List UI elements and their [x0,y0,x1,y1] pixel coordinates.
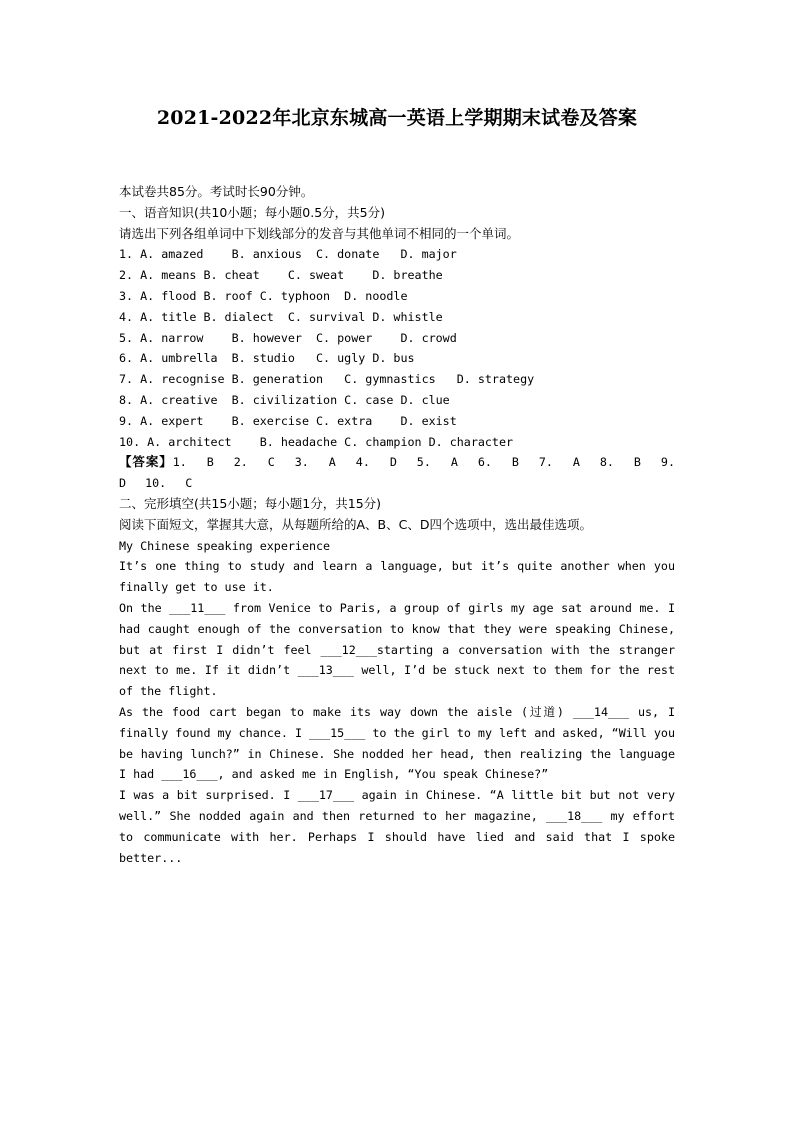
answer-text: 1. B 2. C 3. A 4. D 5. A 6. B 7. A 8. B 9. D 10. C [119,455,675,491]
question-item: 6. A. umbrella B. studio C. ugly D. bus [119,351,415,366]
exam-intro: 本试卷共85分。考试时长90分钟。 [119,184,314,199]
question-item: 8. A. creative B. civilization C. case D. clue [119,392,450,407]
section-1-instruction: 请选出下列各组单词中下划线部分的发音与其他单词不相同的一个单词。 [119,225,520,241]
passage-paragraph: On the ___11___ from Venice to Paris, a group of girls my age sat around me. I had caught enough of the conversation to know that they were speaking Chinese, but at first I didn’t feel ___12___starting a conversation with the stranger next to me. If it didn’t ___13___ well, I’d be stuck next to them for the rest of the flight. [119,600,675,699]
passage-paragraph: It’s one thing to study and learn a language, but it’s quite another when you finally get to use it. [119,559,675,595]
document-title: 2021-2022年北京东城高一英语上学期期末试卷及答案 [156,107,638,129]
question-list [119,244,675,452]
section-1-heading: 一、语音知识(共10小题；每小题0.5分，共5分) [119,204,385,220]
document-body [119,182,675,868]
passage-title: My Chinese speaking experience [119,538,331,553]
answer-key [119,452,675,494]
passage-paragraph: I was a bit surprised. I ___17___ again in Chinese. “A little bit but not very well.” She nodded again and then returned to her magazine, ___18___ my effort to communicate with her. Perhaps I should have lied and said that I spoke better... [119,788,675,865]
question-item: 4. A. title B. dialect C. survival D. whistle [119,309,443,324]
answer-label: 【答案】 [119,454,173,470]
question-item: 3. A. flood B. roof C. typhoon D. noodle [119,288,408,303]
section-2-instruction: 阅读下面短文，掌握其大意，从每题所给的A、B、C、D四个选项中，选出最佳选项。 [119,516,592,532]
question-item: 1. A. amazed B. anxious C. donate D. major [119,247,457,262]
section-2-heading: 二、完形填空(共15小题；每小题1分，共15分) [119,495,382,511]
question-item: 2. A. means B. cheat C. sweat D. breathe [119,268,443,283]
passage-paragraph: As the food cart began to make its way down the aisle (过道) ___14___ us, I finally found my chance. I ___15___ to the girl to my left and asked, “Will you be having lunch?” in Chinese. She nodded her head, then realizing the language I had ___16___, and asked me in English, “You speak Chinese?” [119,704,675,782]
question-item: 5. A. narrow B. however C. power D. crowd [119,330,457,345]
question-item: 7. A. recognise B. generation C. gymnastics D. strategy [119,372,535,387]
question-item: 9. A. expert B. exercise C. extra D. exist [119,413,457,428]
question-item: 10. A. architect B. headache C. champion D. character [119,434,514,449]
